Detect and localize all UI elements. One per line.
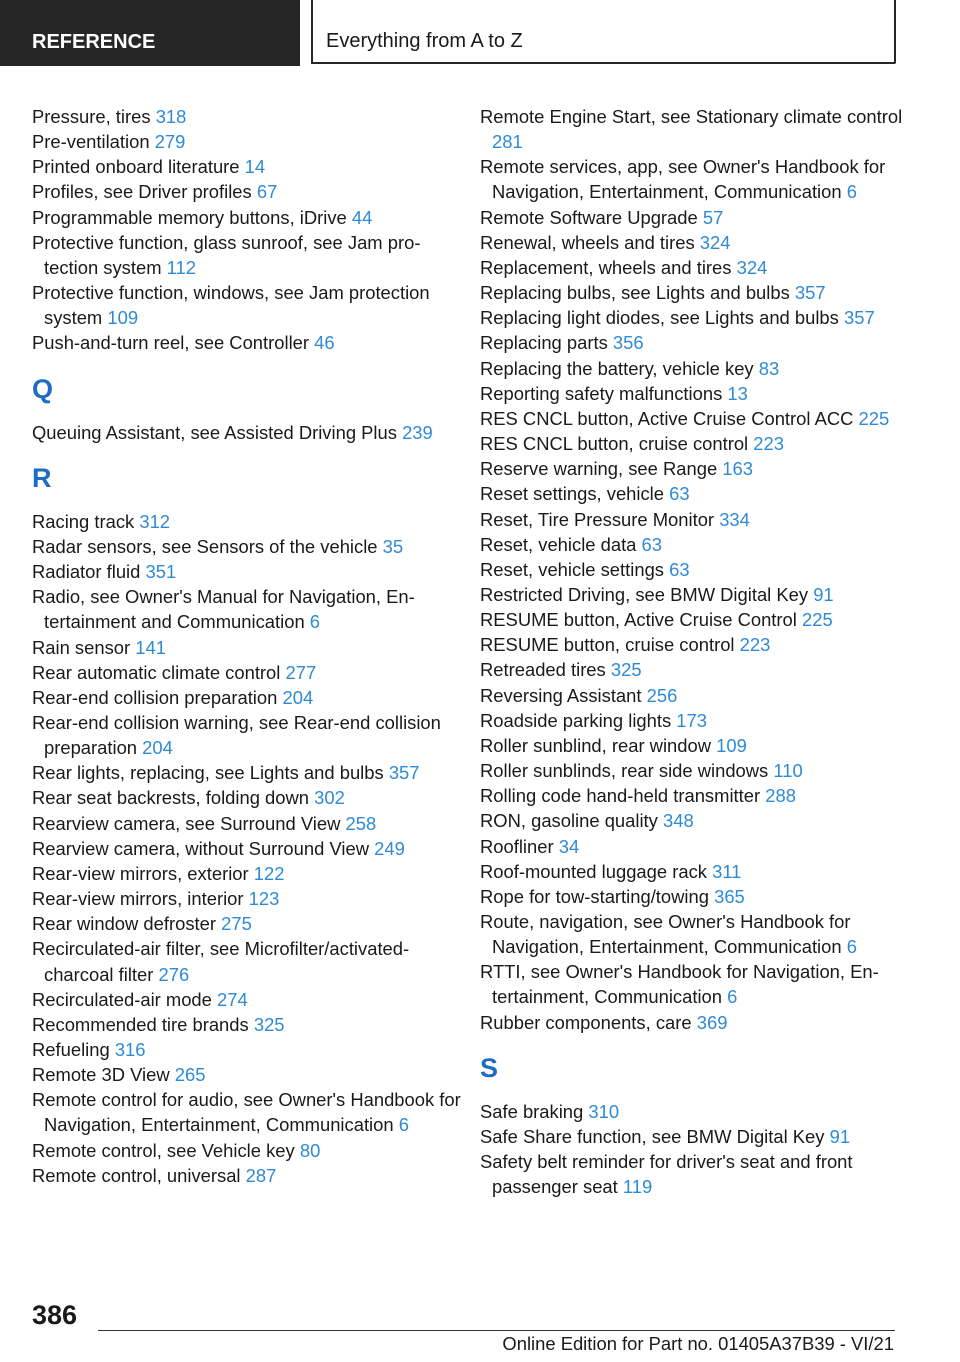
index-entry-text: Remote Engine Start, see Stationary climate control: [480, 106, 903, 127]
index-entry-text: Safe Share function, see BMW Digital Key: [480, 1125, 825, 1147]
footer-divider: [98, 1330, 895, 1331]
page-reference-link[interactable]: 14: [244, 156, 266, 178]
index-entry-text: Programmable memory buttons, iDrive: [32, 206, 347, 228]
index-entry: [480, 532, 910, 557]
index-entry: [480, 356, 910, 381]
index-entry: [480, 104, 910, 154]
index-entry-text: Rear-end collision preparation: [32, 686, 278, 708]
index-entry-text: Replacing the battery, vehicle key: [480, 357, 754, 379]
page-reference-link[interactable]: 288: [765, 785, 796, 807]
index-entry-text: Reporting safety malfunctions: [480, 382, 723, 404]
index-entry-text: RTTI, see Owner's Handbook for Navigation, Entertainment, Communication: [480, 961, 879, 1008]
index-entry-text: Remote control, see Vehicle key: [32, 1139, 295, 1161]
index-entry-text: Restricted Driving, see BMW Digital Key: [480, 583, 809, 605]
index-entry: [32, 660, 462, 685]
index-entry: [480, 557, 910, 582]
index-entry-text: Replacing bulbs, see Lights and bulbs: [480, 282, 790, 304]
page-reference-link[interactable]: 279: [154, 131, 186, 153]
index-entry-text: Remote services, app, see Owner's Handbook for Navigation, Entertainment, Communication: [480, 156, 886, 203]
index-entry-text: Rearview camera, see Surround View: [32, 812, 341, 834]
index-entry: [32, 420, 462, 445]
index-entry: [480, 456, 910, 481]
index-letter-heading: Q: [32, 373, 54, 404]
index-entry-text: Reversing Assistant: [480, 684, 642, 706]
page-reference-link[interactable]: 173: [676, 709, 707, 731]
index-entry: [480, 607, 910, 632]
index-entry-text: Remote Software Upgrade: [480, 206, 698, 228]
page-reference-link[interactable]: 13: [727, 382, 748, 404]
index-entry-text: Recirculated-air mode: [32, 988, 212, 1010]
page-reference-link[interactable]: 334: [719, 508, 750, 530]
page-reference-link[interactable]: 46: [314, 332, 335, 354]
page-reference-link[interactable]: 109: [107, 307, 139, 329]
index-entry: [480, 582, 910, 607]
page-reference-link[interactable]: 223: [753, 433, 784, 455]
index-entry-text: Queuing Assistant, see Assisted Driving Plus: [32, 421, 397, 443]
index-entry: [480, 657, 910, 682]
index-entry: [480, 154, 910, 204]
index-entry-text: Replacing parts: [480, 332, 608, 354]
page-reference-link[interactable]: 287: [245, 1164, 277, 1186]
page-reference-link[interactable]: 324: [736, 256, 768, 278]
index-entry-text: Racing track: [32, 510, 135, 532]
page-reference-link[interactable]: 249: [374, 837, 405, 859]
index-entry: [480, 381, 910, 406]
index-entry-text: Reset, vehicle data: [480, 533, 637, 555]
index-entry: [480, 909, 910, 959]
page-reference-link[interactable]: 325: [253, 1013, 285, 1035]
index-entry-text: Rear-end collision warning, see Rear-end collision preparation: [32, 711, 441, 759]
index-entry: [32, 330, 462, 355]
page-reference-link[interactable]: 123: [248, 888, 280, 910]
index-entry: [32, 760, 462, 785]
index-entry-text: RESUME button, cruise control: [480, 634, 735, 656]
index-entry-text: Pressure, tires: [32, 106, 151, 127]
edition-info: Online Edition for Part no. 01405A37B39 - VI/21: [502, 1333, 894, 1354]
index-entry: [480, 305, 910, 330]
index-entry: [32, 205, 462, 230]
index-entry: [32, 1087, 462, 1137]
index-entry-text: Route, navigation, see Owner's Handbook for Navigation, Entertainment, Communication: [480, 911, 851, 958]
page-reference-link[interactable]: 6: [846, 936, 857, 958]
index-entry: [480, 205, 910, 230]
page-reference-link[interactable]: 223: [739, 634, 771, 656]
index-entry: [480, 783, 910, 808]
page-reference-link[interactable]: 6: [398, 1114, 409, 1136]
index-entry-text: Roadside parking lights: [480, 709, 672, 731]
page-reference-link[interactable]: 34: [558, 835, 580, 857]
page-reference-link[interactable]: 356: [612, 332, 644, 354]
index-entry-text: Recommended tire brands: [32, 1013, 249, 1035]
index-entry: [480, 481, 910, 506]
index-entry-text: Replacing light diodes, see Lights and bulbs: [480, 307, 839, 329]
page-reference-link[interactable]: 325: [610, 659, 642, 681]
index-entry-text: Roof-mounted luggage rack: [480, 860, 707, 882]
index-entry-text: Safety belt reminder for driver's seat and front passenger seat: [480, 1151, 853, 1198]
page-reference-link[interactable]: 44: [351, 206, 373, 228]
page-reference-link[interactable]: 109: [716, 734, 747, 756]
page-reference-link[interactable]: 6: [846, 181, 857, 203]
index-entry-text: Radio, see Owner's Manual for Navigation, Entertainment and Communication: [32, 586, 415, 633]
index-entry-text: RON, gasoline quality: [480, 810, 658, 832]
index-entry-text: Rear automatic climate control: [32, 661, 281, 683]
index-entry-text: Rearview camera, without Surround View: [32, 837, 369, 859]
index-entry-text: Protective function, glass sunroof, see Jam protection system: [32, 231, 421, 278]
index-entry-text: RES CNCL button, cruise control: [480, 433, 749, 455]
index-entry: [480, 884, 910, 909]
index-entry: [480, 330, 910, 355]
index-entry-text: Retreaded tires: [480, 659, 606, 681]
index-entry: [32, 861, 462, 886]
page-reference-link[interactable]: 275: [221, 913, 252, 935]
index-entry-text: Remote control for audio, see Owner's Handbook for Navigation, Entertainment, Communication: [32, 1089, 461, 1136]
page-reference-link[interactable]: 80: [299, 1139, 321, 1161]
index-entry-text: Rear lights, replacing, see Lights and bulbs: [32, 762, 384, 784]
index-entry: [32, 785, 462, 810]
index-entry-text: Protective function, windows, see Jam protection system: [32, 282, 430, 329]
index-entry: [480, 959, 910, 1009]
index-entry: [480, 808, 910, 833]
page-reference-link[interactable]: 324: [699, 231, 731, 253]
page-reference-link[interactable]: 163: [722, 458, 753, 480]
index-entry: [480, 431, 910, 456]
index-entry-text: RES CNCL button, Active Cruise Control ACC: [480, 407, 854, 429]
index-entry-text: Replacement, wheels and tires: [480, 256, 732, 278]
index-entry-text: Push-and-turn reel, see Controller: [32, 332, 310, 354]
page-reference-link[interactable]: 256: [646, 684, 678, 706]
index-column-right: [480, 104, 910, 1199]
index-entry: [480, 406, 910, 431]
index-entry-text: Rear window defroster: [32, 913, 216, 935]
index-entry-text: Reset settings, vehicle: [480, 483, 664, 505]
index-entry: [32, 230, 462, 280]
page-reference-link[interactable]: 351: [145, 561, 177, 583]
page-reference-link[interactable]: 63: [641, 533, 663, 555]
index-entry: [32, 710, 462, 760]
page-reference-link[interactable]: 67: [256, 181, 278, 203]
page-reference-link[interactable]: 119: [622, 1176, 653, 1198]
page-reference-link[interactable]: 369: [696, 1011, 728, 1033]
page-reference-link[interactable]: 225: [858, 407, 890, 429]
page-number: 386: [32, 1300, 78, 1330]
index-entry: [480, 683, 910, 708]
index-entry: [32, 836, 462, 861]
index-entry-text: Roller sunblinds, rear side windows: [480, 760, 769, 782]
index-entry: [480, 230, 910, 255]
index-entry: [32, 559, 462, 584]
index-entry: [480, 834, 910, 859]
page-reference-link[interactable]: 63: [669, 558, 690, 580]
page-reference-link[interactable]: 91: [829, 1125, 851, 1147]
page-reference-link[interactable]: 311: [712, 860, 742, 882]
page-reference-link[interactable]: 357: [844, 307, 875, 329]
index-entry: [32, 886, 462, 911]
index-entry: [480, 1010, 910, 1035]
index-entry-text: Radiator fluid: [32, 561, 141, 583]
page-reference-link[interactable]: 312: [139, 510, 171, 532]
index-entry: [480, 1124, 910, 1149]
index-entry: [32, 584, 462, 634]
index-entry: [32, 987, 462, 1012]
index-entry-text: Rear-view mirrors, interior: [32, 888, 244, 910]
index-entry-text: Pre-ventilation: [32, 131, 150, 153]
index-entry-text: RESUME button, Active Cruise Control: [480, 609, 797, 631]
page-reference-link[interactable]: 204: [142, 737, 173, 759]
page-reference-link[interactable]: 239: [402, 421, 433, 443]
index-entry-text: Recirculated-air filter, see Microfilter/activated-charcoal filter: [32, 938, 410, 985]
index-entry: [32, 129, 462, 154]
index-entry-text: Rolling code hand-held transmitter: [480, 785, 761, 807]
page-reference-link[interactable]: 281: [492, 131, 523, 153]
page-reference-link[interactable]: 302: [314, 787, 345, 809]
index-entry: [32, 154, 462, 179]
index-entry: [480, 758, 910, 783]
page-reference-link[interactable]: 225: [801, 609, 833, 631]
index-entry-text: Renewal, wheels and tires: [480, 231, 695, 253]
index-entry: [32, 280, 462, 330]
page-reference-link[interactable]: 35: [382, 535, 404, 557]
index-entry-text: Printed onboard literature: [32, 156, 240, 178]
index-entry: [32, 104, 462, 129]
index-entry: [32, 509, 462, 534]
page-reference-link[interactable]: 122: [253, 862, 285, 884]
index-entry: [32, 936, 462, 986]
page-reference-link[interactable]: 6: [727, 986, 738, 1008]
index-entry-text: Reset, Tire Pressure Monitor: [480, 508, 715, 530]
page-reference-link[interactable]: 365: [714, 885, 745, 907]
page-reference-link[interactable]: 274: [217, 988, 248, 1010]
index-entry: [32, 811, 462, 836]
section-label: REFERENCE: [0, 0, 300, 66]
index-letter-heading: R: [32, 462, 52, 493]
index-entry-text: Reserve warning, see Range: [480, 458, 718, 480]
index-entry-text: Rear seat backrests, folding down: [32, 787, 310, 809]
page-reference-link[interactable]: 204: [282, 686, 314, 708]
index-entry: [32, 179, 462, 204]
page-reference-link[interactable]: 112: [166, 256, 196, 278]
page-reference-link[interactable]: 310: [588, 1100, 620, 1122]
page-reference-link[interactable]: 276: [158, 963, 190, 985]
page-reference-link[interactable]: 277: [285, 661, 317, 683]
index-entry-text: Profiles, see Driver profiles: [32, 181, 252, 203]
page-reference-link[interactable]: 318: [155, 106, 187, 127]
page-reference-link[interactable]: 63: [669, 483, 690, 505]
index-entry-text: Reset, vehicle settings: [480, 558, 664, 580]
index-entry: [32, 1062, 462, 1087]
index-entry: [480, 507, 910, 532]
index-entry: [480, 708, 910, 733]
index-entry: [32, 1138, 462, 1163]
index-entry-text: Roofliner: [480, 835, 554, 857]
index-entry: [480, 733, 910, 758]
index-entry: [480, 859, 910, 884]
page-reference-link[interactable]: 57: [702, 206, 724, 228]
index-entry-text: Remote 3D View: [32, 1064, 170, 1086]
index-entry-text: Roller sunblind, rear window: [480, 734, 712, 756]
index-entry: [32, 635, 462, 660]
page-reference-link[interactable]: 265: [174, 1064, 206, 1086]
index-entry-text: Refueling: [32, 1039, 110, 1060]
page-reference-link[interactable]: 91: [813, 583, 834, 605]
index-entry: [32, 685, 462, 710]
page-reference-link[interactable]: 83: [758, 357, 780, 379]
index-entry: [32, 911, 462, 936]
index-entry: [480, 280, 910, 305]
page-header: [0, 0, 960, 66]
page-reference-link[interactable]: 357: [388, 762, 420, 784]
page-reference-link[interactable]: 141: [135, 636, 166, 658]
page-reference-link[interactable]: 357: [794, 282, 826, 304]
page-reference-link[interactable]: 258: [345, 812, 377, 834]
index-entry: [32, 1012, 462, 1037]
index-entry-text: Safe braking: [480, 1100, 584, 1122]
page-reference-link[interactable]: 348: [663, 810, 694, 832]
index-entry-text: Rain sensor: [32, 636, 131, 658]
index-entry-text: Radar sensors, see Sensors of the vehicle: [32, 535, 378, 557]
chapter-title: Everything from A to Z: [311, 0, 896, 64]
page-reference-link[interactable]: 6: [309, 611, 321, 633]
index-entry-text: Rope for tow-starting/towing: [480, 885, 709, 907]
index-entry: [480, 1149, 910, 1199]
index-letter-heading: S: [480, 1052, 499, 1083]
index-entry: [480, 255, 910, 280]
index-entry: [480, 632, 910, 657]
index-entry-text: Rear-view mirrors, exterior: [32, 862, 249, 884]
index-entry: [480, 1099, 910, 1124]
index-entry: [32, 1037, 462, 1062]
index-entry: [32, 534, 462, 559]
index-column-left: [32, 104, 462, 1188]
index-entry-text: Remote control, universal: [32, 1164, 241, 1186]
index-entry: [32, 1163, 462, 1188]
page-reference-link[interactable]: 316: [114, 1039, 146, 1060]
page-reference-link[interactable]: 110: [773, 760, 803, 782]
index-entry-text: Rubber components, care: [480, 1011, 692, 1033]
